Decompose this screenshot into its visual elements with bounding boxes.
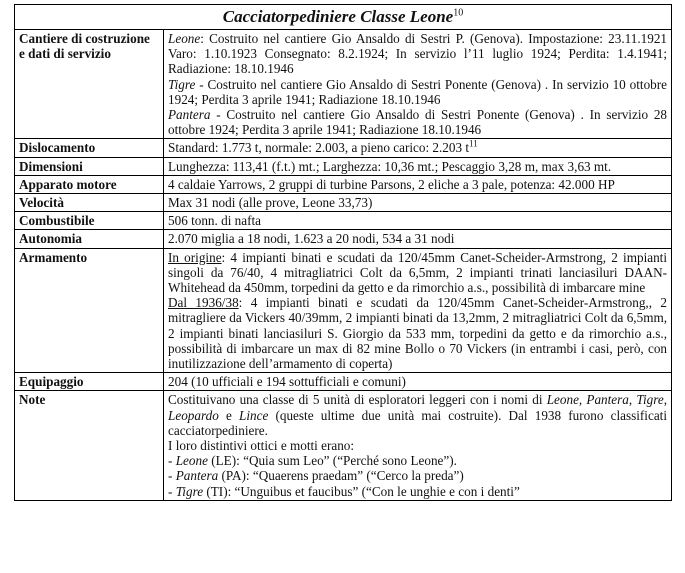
row-apparato-motore — [15, 175, 672, 193]
label-combustibile: Combustibile — [15, 212, 164, 230]
value-velocita: Max 31 nodi (alle prove, Leone 33,73) — [164, 194, 672, 212]
motto-dash: - — [168, 468, 176, 484]
label-dimensioni: Dimensioni — [15, 157, 164, 175]
label-equipaggio: Equipaggio — [15, 373, 164, 391]
ship-name-pantera: Pantera — [168, 107, 211, 123]
note-sep-2: , — [628, 392, 637, 408]
value-autonomia: 2.070 miglia a 18 nodi, 1.623 a 20 nodi, 534 a 31 nodi — [164, 230, 672, 248]
value-cantiere — [164, 30, 672, 139]
motto-tigre-text: (TI): “Unguibus et faucibus” (“Con le unghie e con i denti” — [203, 483, 520, 499]
row-armamento — [15, 248, 672, 373]
value-dimensioni: Lunghezza: 113,41 (f.t.) mt.; Larghezza: 10,36 mt.; Pescaggio 3,28 m, max 3,63 mt. — [164, 157, 672, 175]
label-apparato-motore: Apparato motore — [15, 175, 164, 193]
note-name-leopardo: Leopardo — [168, 407, 219, 423]
motto-dash: - — [168, 453, 176, 469]
value-apparato-motore: 4 caldaie Yarrows, 2 gruppi di turbine Parsons, 2 eliche a 3 pale, potenza: 42.000 HP — [164, 175, 672, 193]
row-dislocamento — [15, 139, 672, 157]
note-intro-1: Costituivano una classe di 5 unità di esploratori leggeri con i nomi di — [168, 392, 547, 408]
motto-pantera-text: (PA): “Quaerens praedam” (“Cerco la preda”) — [218, 468, 464, 484]
label-dislocamento: Dislocamento — [15, 139, 164, 157]
dislocamento-footnote-ref: 11 — [469, 139, 478, 150]
row-autonomia — [15, 230, 672, 248]
note-motto-pantera — [168, 468, 667, 483]
cantiere-leone-paragraph — [168, 31, 667, 77]
note-distintivi-line: I loro distintivi ottici e motti erano: — [168, 438, 355, 454]
cantiere-tigre-paragraph — [168, 77, 667, 107]
cantiere-tigre-text: - Costruito nel cantiere Gio Ansaldo di Sestri Ponente (Genova) . In servizio 10 ottobre 1924; Perdita 3 aprile 1941; Radiazione 18.10.1946 — [168, 76, 668, 107]
dislocamento-text: Standard: 1.773 t, normale: 2.003, a pieno carico: 2.203 t — [168, 140, 470, 156]
row-equipaggio — [15, 373, 672, 391]
motto-leone-name: Leone — [175, 453, 208, 469]
label-velocita: Velocità — [15, 194, 164, 212]
label-cantiere: Cantiere di costruzione e dati di servizio — [15, 30, 164, 139]
motto-dash: - — [168, 483, 176, 499]
armamento-origine-label: In origine — [168, 249, 222, 265]
title-row — [15, 5, 672, 30]
table-title — [15, 5, 672, 30]
ship-spec-page — [14, 4, 671, 501]
row-dimensioni — [15, 157, 672, 175]
armamento-1936-paragraph — [168, 295, 667, 371]
ship-name-leone: Leone — [168, 31, 201, 46]
cantiere-pantera-text: - Costruito nel cantiere Gio Ansaldo di Sestri Ponente (Genova) . In servizio 28 ottobre 1924; Perdita 3 aprile 1941; Radiazione 18.10.1946 — [168, 107, 668, 138]
cantiere-pantera-paragraph — [168, 107, 667, 137]
cantiere-leone-text: : Costruito nel cantiere Gio Ansaldo di Sestri P. (Genova). Impostazione: 23.11.1921 Varo: 1.10.1923 Consegnato: 8.2.1924; In servizio l’11 luglio 1924; Perdita: 1.4.1941; Radiazione: 18.10.1946 — [168, 31, 668, 77]
ship-spec-table — [14, 4, 672, 501]
note-motto-tigre — [168, 484, 667, 499]
note-motto-leone — [168, 453, 667, 468]
row-note — [15, 391, 672, 500]
row-velocita — [15, 194, 672, 212]
value-combustibile: 506 tonn. di nafta — [164, 212, 672, 230]
row-cantiere — [15, 30, 672, 139]
armamento-1936-text: : 4 impianti binati e scudati da 120/45mm Canet-Scheider-Armstrong,, 2 mitragliere da Vickers 40/39mm, 2 impianti binati da 13,2mm, 2 mitragliatrici Colt da 6,5mm, 2 impianti binati lanciasiluri S. Giorgio da 533 mm, torpedini da getto e da rimorchio a.s., possibilità di imbarcare un max di 82 mine Bollo o 70 Vickers (in entrambi i casi, però, con inutilizzazione dell’armamento di coperta) — [168, 295, 668, 372]
armamento-1936-label: Dal 1936/38 — [168, 295, 239, 311]
motto-pantera-name: Pantera — [175, 468, 219, 484]
motto-tigre-name: Tigre — [175, 483, 204, 499]
title-footnote-ref: 10 — [453, 7, 464, 19]
value-dislocamento — [164, 139, 672, 157]
armamento-origine-paragraph — [168, 250, 667, 296]
label-armamento: Armamento — [15, 248, 164, 373]
label-note: Note — [15, 391, 164, 500]
note-name-leone: Leone — [546, 392, 579, 408]
value-armamento — [164, 248, 672, 373]
table-title-text: Cacciatorpediniere Classe Leone — [222, 7, 454, 26]
note-name-pantera: Pantera — [586, 392, 629, 408]
ship-name-tigre: Tigre — [168, 76, 196, 92]
note-intro-paragraph — [168, 392, 667, 438]
armamento-origine-text: : 4 impianti binati e scudati da 120/45mm Canet-Scheider-Armstrong, 2 impianti singoli da 76/40, 4 mitragliatrici Colt da 6,5mm, 2 impianti trinati lanciasiluri DAAN-Whitehead da 450mm, torpedini da getto e da rimorchio a.s., possibilità di imbarcare mine — [168, 249, 668, 296]
note-sep-3: , — [663, 392, 668, 408]
note-intro-2: (queste ultime due unità mai costruite). Dal 1938 furono classificati cacciatorpediniere. — [168, 407, 668, 438]
note-sep-4: e — [218, 407, 239, 423]
note-name-tigre: Tigre — [636, 392, 664, 408]
note-name-lince: Lince — [239, 407, 269, 423]
row-combustibile — [15, 212, 672, 230]
value-note — [164, 391, 672, 500]
label-autonomia: Autonomia — [15, 230, 164, 248]
motto-leone-text: (LE): “Quia sum Leo” (“Perché sono Leone”). — [207, 453, 457, 469]
note-sep-1: , — [578, 392, 587, 408]
value-equipaggio: 204 (10 ufficiali e 194 sottufficiali e comuni) — [164, 373, 672, 391]
